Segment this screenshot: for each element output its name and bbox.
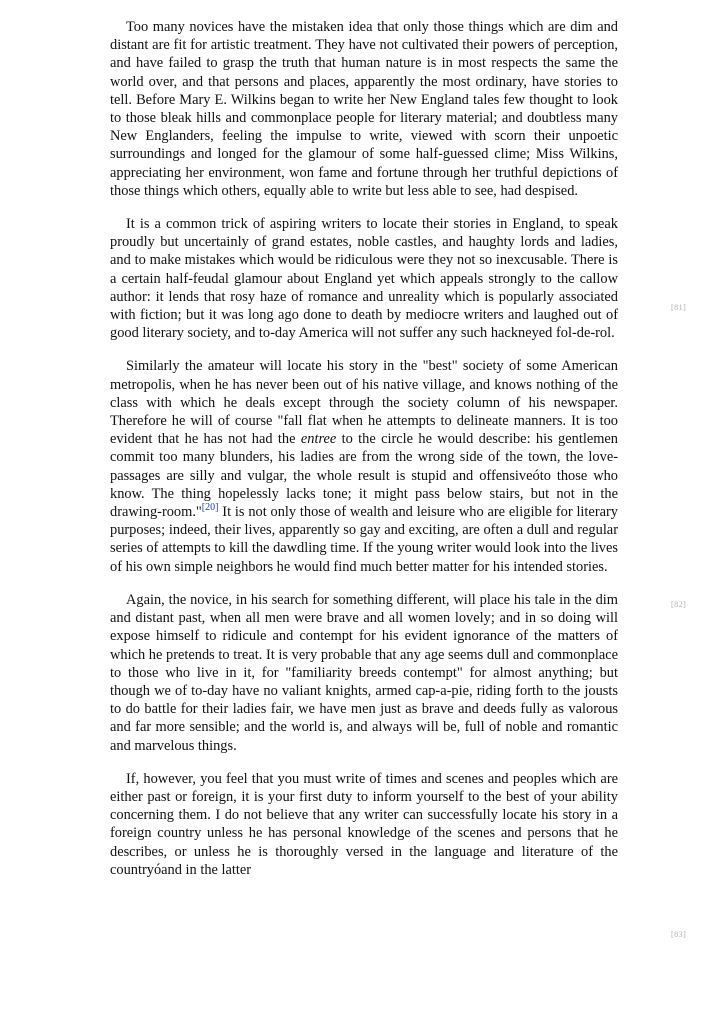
paragraph-4: Again, the novice, in his search for something different, will place his tale in the dim and distant past, when all men were brave and all women lovely; and in so doing will expose himself to ridicule and contempt for his evident ignorance of the matters of which he pretends to treat. It is very probable that any age seems dull and commonplace to those who live in it, for "familiarity breeds contempt" for almost anything; but though we of to-day have no valiant knights, armed cap-a-pie, riding forth to the jousts to do battle for their ladies fair, we have men just as brave and deeds fully as valorous and far more sensible; and the world is, and always will be, full of noble and romantic and marvelous things. bbox=[110, 591, 618, 754]
paragraph-3-text-c: It is not only those of wealth and leisure who are eligible for literary purposes; indeed, their lives, apparently so gay and exciting, are often a dull and regular series of attempts to kill the dawdling time. If the young writer would look into the lives of his own simple neighbors he would find much better matter for his intended stories. bbox=[110, 504, 618, 575]
emphasis-entree: entree bbox=[300, 431, 337, 448]
page-number-82: [82] bbox=[671, 600, 687, 609]
page-body bbox=[110, 18, 618, 894]
paragraph-1: Too many novices have the mistaken idea that only those things which are dim and distant are fit for artistic treatment. They have not cultivated their powers of perception, and have failed to grasp the truth that human nature is in most respects the same the world over, and that persons and places, apparently the most ordinary, have stories to tell. Before Mary E. Wilkins began to write her New England tales few thought to look to those bleak hills and commonplace people for literary material; and doubtless many New Englanders, feeling the impulse to write, viewed with scorn their unpoetic surroundings and longed for the glamour of some half-guessed clime; Miss Wilkins, appreciating her environment, won fame and fortune through her truthful depictions of those things which others, equally able to write but less able to see, had despised. bbox=[110, 19, 618, 199]
footnote-link-20[interactable]: [20] bbox=[201, 502, 219, 514]
paragraph-3 bbox=[110, 357, 618, 575]
page-number-83: [83] bbox=[671, 930, 687, 939]
paragraph-3-text-b: to the circle he would describe: his gentlemen commit too many blunders, his ladies are from the wrong side of the town, the love-passages are silly and vulgar, the whole result is stupid and offensiveóto those who know. The thing hopelessly lacks tone; it might pass below stairs, but not in the drawing-room." bbox=[110, 431, 618, 521]
page-number-81: [81] bbox=[671, 303, 687, 312]
paragraph-5: If, however, you feel that you must write of times and scenes and peoples which are either past or foreign, it is your first duty to inform yourself to the best of your ability concerning them. I do not believe that any writer can successfully locate his story in a foreign country unless he has personal knowledge of the scenes and persons that he describes, or unless he is thoroughly versed in the language and literature of the countryóand in the latter bbox=[110, 770, 618, 878]
paragraph-3-text-a: Similarly the amateur will locate his story in the "best" society of some American metropolis, when he has never been out of his native village, and knows nothing of the class with which he deals except through the society column of his newspaper. Therefore he will of course "fall flat when he attempts to delineate manners. It is too evident that he has not had the bbox=[110, 358, 618, 448]
paragraph-2: It is a common trick of aspiring writers to locate their stories in England, to speak proudly but uncertainly of grand estates, noble castles, and haughty lords and ladies, and to make mistakes which would be ridiculous were they not so inexcusable. There is a certain half-feudal glamour about England yet which appeals strongly to the callow author: it lends that rosy haze of romance and unreality which is popularly associated with fiction; but it was long ago done to death by mediocre writers and laughed out of good literary society, and to-day America will not suffer any such hackneyed fol-de-rol. bbox=[110, 216, 618, 342]
